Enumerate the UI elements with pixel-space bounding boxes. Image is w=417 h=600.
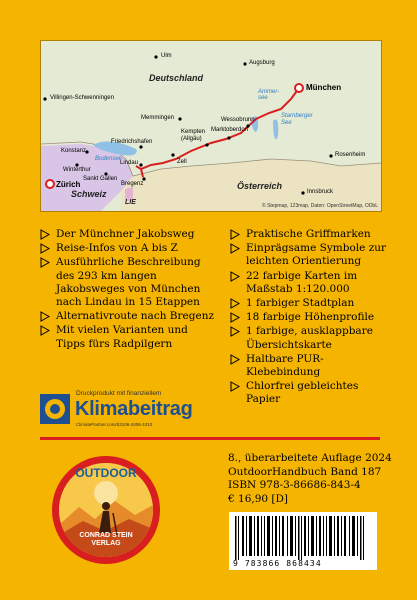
triangle-bullet-icon: [40, 257, 50, 268]
feature-text: 1 farbige, ausklappbare Übersichtskarte: [246, 325, 373, 351]
badge-title: OUTDOOR: [75, 466, 137, 480]
price-text: € 16,90 [D]: [228, 492, 289, 505]
feature-text: Reise-Infos von A bis Z: [56, 242, 178, 255]
country-label-germany: Deutschland: [149, 73, 204, 83]
city-rosenheim: Rosenheim: [335, 152, 366, 158]
list-item: [230, 380, 390, 406]
city-kempten: Kempten (Allgäu): [181, 129, 206, 142]
list-item: [230, 297, 390, 310]
feature-text: Mit vielen Varianten und Tipps fürs Radpilgern: [56, 324, 188, 350]
feature-text: Der Münchner Jakobsweg: [56, 228, 195, 240]
triangle-bullet-icon: [230, 326, 240, 337]
feature-text: Chlorfrei gebleichtes Papier: [246, 380, 359, 406]
triangle-bullet-icon: [40, 243, 50, 254]
feature-text: Praktische Griffmarken: [246, 228, 371, 240]
city-marktoberdorf: Marktoberdorf: [211, 127, 249, 133]
list-item: [230, 353, 390, 379]
city-villingen: Villingen-Schwenningen: [50, 95, 114, 101]
city-konstanz: Konstanz: [61, 148, 87, 154]
divider-line: [40, 437, 380, 440]
list-item: [230, 325, 390, 351]
klima-caption: Druckprodukt mit finanziellem: [76, 390, 162, 397]
klima-id: ClimatePartner.com/53106-2406-1010: [76, 422, 153, 427]
triangle-bullet-icon: [40, 325, 50, 336]
list-item: [40, 228, 215, 241]
lake-starnberger-see: Starnberger See: [281, 113, 313, 126]
city-friedrichshafen: Friedrichshafen: [111, 139, 153, 145]
badge-publisher: [64, 532, 148, 548]
city-augsburg: Augsburg: [249, 60, 275, 66]
outdoor-badge: [52, 456, 160, 564]
triangle-bullet-icon: [230, 381, 240, 392]
triangle-bullet-icon: [40, 229, 50, 240]
feature-text: 22 farbige Karten im Maßstab 1:120.000: [246, 269, 358, 295]
city-wessobrunn: Wessobrunn: [221, 117, 255, 123]
country-label-switzerland: Schweiz: [71, 189, 107, 199]
list-item: [40, 256, 215, 309]
series-text: OutdoorHandbuch Band 187: [228, 465, 382, 478]
feature-list-left: [40, 228, 215, 352]
feature-text: Alternativroute nach Bregenz: [56, 310, 214, 323]
country-label-austria: Österreich: [237, 181, 283, 191]
feature-text: 1 farbiger Stadtplan: [246, 297, 355, 310]
climate-partner-label: [40, 386, 230, 430]
feature-list-right: [230, 228, 390, 408]
list-item: [230, 242, 390, 268]
city-memmingen: Memmingen: [141, 115, 175, 121]
publication-info: [228, 452, 392, 506]
list-item: [230, 270, 390, 296]
feature-text: 18 farbige Höhenprofile: [246, 311, 375, 324]
triangle-bullet-icon: [230, 312, 240, 323]
list-item: [40, 324, 215, 350]
city-zell: Zell: [177, 159, 187, 165]
overview-map: [40, 40, 382, 212]
edition-text: 8., überarbeitete Auflage 2024: [228, 452, 392, 464]
triangle-bullet-icon: [230, 271, 240, 282]
list-item: [230, 228, 390, 241]
publisher-line: VERLAG: [91, 540, 121, 547]
triangle-bullet-icon: [40, 311, 50, 322]
country-label-liechtenstein: LIE: [125, 199, 136, 206]
city-ulm: Ulm: [161, 53, 172, 59]
triangle-bullet-icon: [230, 229, 240, 240]
triangle-bullet-icon: [230, 354, 240, 365]
city-bregenz: Bregenz: [121, 181, 144, 187]
city-sankt-gallen: Sankt Gallen: [83, 176, 118, 182]
map-graphic: [41, 41, 381, 211]
city-lindau: Lindau: [120, 160, 139, 166]
list-item: [40, 310, 215, 323]
isbn-text: ISBN 978-3-86686-843-4: [228, 479, 361, 491]
map-attribution: © Stepmap, 123map, Daten: OpenStreetMap, ODbL: [262, 203, 378, 209]
feature-text: Haltbare PUR-Klebebindung: [246, 352, 324, 379]
triangle-bullet-icon: [230, 243, 240, 254]
feature-text: Ausführliche Beschreibung des 293 km langen Jakobsweges von München nach Lindau in 15 Etappen: [56, 256, 201, 309]
list-item: [40, 242, 215, 255]
klima-title: Klimabeitrag: [75, 398, 193, 420]
barcode-digits: 9 783866 868434: [233, 559, 322, 568]
list-item: [230, 311, 390, 324]
climate-partner-logo-icon: [40, 394, 70, 424]
city-winterthur: Winterthur: [63, 167, 91, 173]
city-muenchen: München: [306, 83, 342, 92]
triangle-bullet-icon: [230, 298, 240, 309]
city-innsbruck: Innsbruck: [307, 189, 334, 195]
publisher-line: CONRAD STEIN: [79, 532, 133, 539]
lake-ammersee: Ammer-see: [258, 89, 280, 101]
lake-bodensee: Bodensee: [95, 156, 123, 162]
barcode: [229, 512, 377, 570]
feature-text: Einprägsame Symbole zur leichten Orientierung: [246, 242, 387, 268]
city-zuerich: Zürich: [56, 180, 81, 189]
